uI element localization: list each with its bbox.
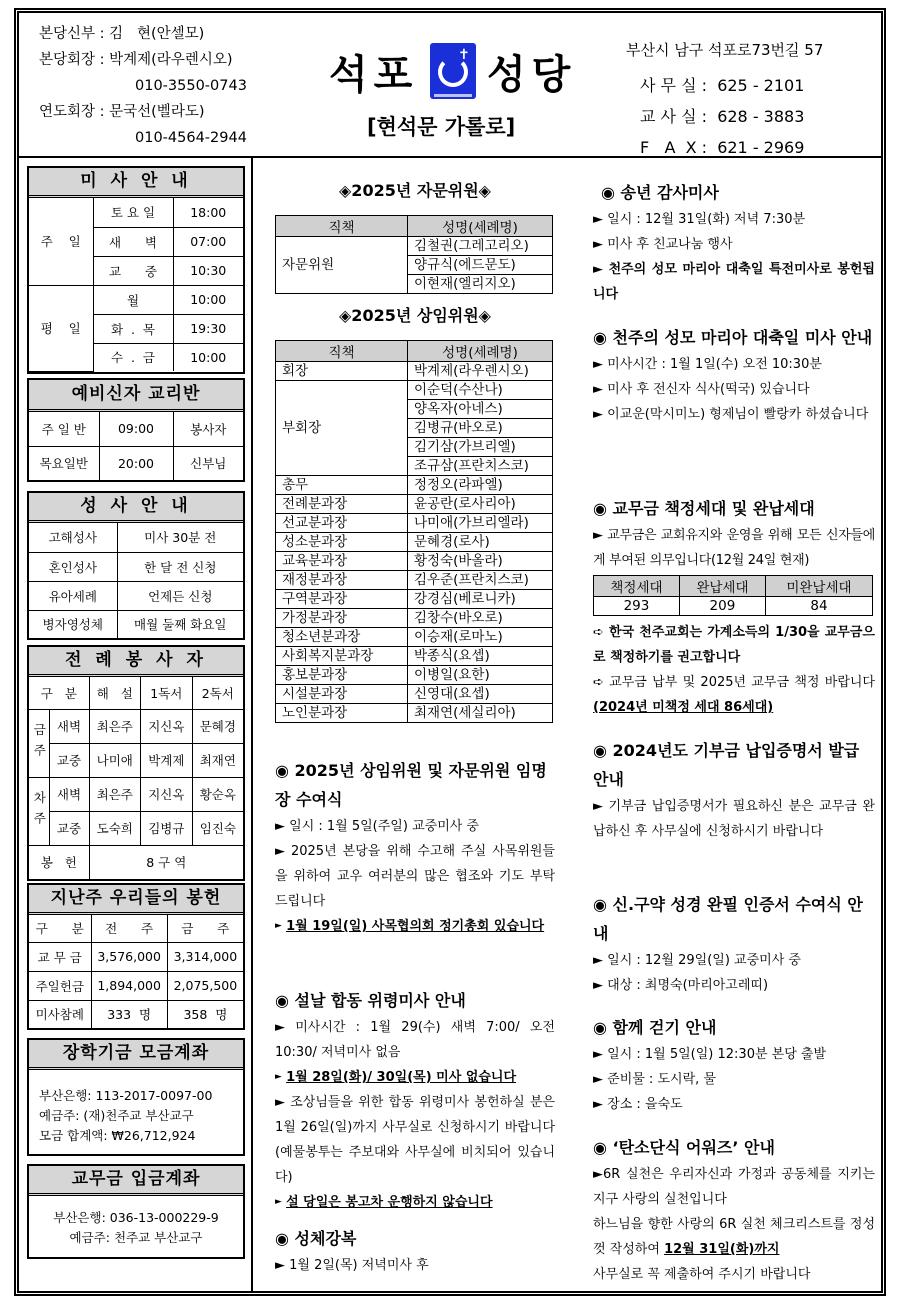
notice-title: ◉ 2024년도 기부금 납입증명서 발급 안내 bbox=[593, 741, 860, 789]
scholarship-title: 장학기금 모금계좌 bbox=[29, 1040, 243, 1070]
fax: F A X : 621 - 2969 bbox=[640, 138, 805, 157]
scholarship-account: 부산은행: 113-2017-0097-00 예금주: (재)천주교 부산교구 모금 합계액: ₩26,712,924 bbox=[39, 1088, 213, 1143]
liturgy-servers-box bbox=[27, 645, 245, 881]
parish-staff bbox=[39, 21, 247, 151]
dues-table: 책정세대 완납세대 미완납세대 293 209 84 bbox=[593, 575, 873, 616]
notice-walk-together: ◉ 함께 걷기 안내 ► 일시 : 1월 5일(일) 12:30분 본당 출발 ► 준비물 : 도시락, 물 ► 장소 : 을숙도 bbox=[593, 1013, 875, 1117]
catechumen-box bbox=[27, 378, 245, 482]
sacraments-box bbox=[27, 491, 245, 640]
priest: 본당신부 : 김 현(안셀모) bbox=[39, 26, 205, 42]
dues-account: 부산은행: 036-13-000229-9 예금주: 천주교 부산교구 bbox=[53, 1210, 219, 1245]
notice-title: ◉ 신.구약 성경 완필 인증서 수여식 안내 bbox=[593, 895, 863, 943]
sacraments-table: 고해성사 미사 30분 전 혼인성사 한 달 전 신청 유아세례 언제든 신청 병자영성체 매월 둘째 화요일 bbox=[29, 523, 243, 638]
mass-guide-title: 미 사 안 내 bbox=[29, 168, 243, 198]
advisors-table: 직책 성명(세례명) 자문위원 김철권(그레고리오) 양규식(에드문도) 이현재(엘리지오) bbox=[275, 215, 553, 294]
notice-memorial-mass: ◉ 설날 합동 위령미사 안내 ► 미사시간 : 1월 29(수) 새벽 7:00/ 오전 10:30/ 저녁미사 없음 ► 1월 28일(화)/ 30일(목) 미사 없습니다 ► 조상님들을 위한 합동 위령미사 봉헌하실 분은 1월 26일(일)까지 사무실로 신청하시기 바랍니다(예물봉투는 주보대와 사무실에 비치되어 있습니다) ► 설 당일은 봉고차 운행하지 않습니다 bbox=[275, 986, 555, 1215]
notice-year-end-mass: ◉ 송년 감사미사 ► 일시 : 12월 31일(화) 저녁 7:30분 ► 미사 후 친교나눔 행사 ► 천주의 성모 마리아 대축일 특전미사로 봉헌됩니다 bbox=[593, 178, 875, 307]
liturgy-table: 구 분 해 설 1독서 2독서 금주 새벽 최은주 지신옥 문혜경 교중 나미애 박계제 최재연 차주 새벽 최은주 지신옥 황순옥 교중 도숙희 김병규 임진숙 봉 헌 8 구 역 bbox=[29, 677, 243, 879]
dues-account-title: 교무금 입금계좌 bbox=[29, 1166, 243, 1196]
liturgy-title: 전 례 봉 사 자 bbox=[29, 647, 243, 677]
sacraments-title: 성 사 안 내 bbox=[29, 493, 243, 523]
mass-guide-box bbox=[27, 166, 245, 374]
parish-logo-icon: ✝ bbox=[430, 43, 476, 99]
notice-title: ◉ 송년 감사미사 bbox=[601, 183, 719, 202]
notice-title: ◉ 성체강복 bbox=[275, 1229, 357, 1248]
notice-title: ◉ ‘탄소단식 어워즈’ 안내 bbox=[593, 1138, 775, 1157]
church-name bbox=[329, 43, 577, 100]
scholarship-box bbox=[27, 1038, 245, 1156]
notice-dues: ◉ 교무금 책정세대 및 완납세대 ► 교무금은 교회유지와 운영을 위해 모든 신자들에게 부여된 의무입니다(12월 24일 현재) 책정세대 완납세대 미완납세대 293 209 84 ➪ 한국 천주교회는 가계소득의 1/30을 교무금으로 책정하기를 권고합니다 ➪ 교무금 납부 및 2025년 교무금 책정 바랍니다(2024년 미책정 세대 86세대) bbox=[593, 494, 875, 720]
offerings-title: 지난주 우리들의 봉헌 bbox=[29, 885, 243, 915]
offerings-box bbox=[27, 883, 245, 1030]
catechumen-title: 예비신자 교리반 bbox=[29, 380, 243, 412]
left-column bbox=[19, 158, 253, 1291]
column-divider bbox=[575, 158, 577, 1291]
patron-saint: [현석문 가롤로] bbox=[367, 115, 516, 139]
notice-donation-receipt: ◉ 2024년도 기부금 납입증명서 발급 안내 ► 기부금 납입증명서가 필요하신 분은 교무금 완납하신 후 사무실에 신청하시기 바랍니다 bbox=[593, 736, 875, 844]
notice-bible-certificate: ◉ 신.구약 성경 완필 인증서 수여식 안내 ► 일시 : 12월 29일(일) 교중미사 중 ► 대상 : 최명숙(마리아고레띠) bbox=[593, 890, 875, 998]
notice-title: ◉ 교무금 책정세대 및 완납세대 bbox=[593, 499, 815, 518]
offerings-table: 구 분 전 주 금 주 교 무 금 3,576,000 3,314,000 주일헌금 1,894,000 2,075,500 미사참례 333 명 358 명 bbox=[29, 915, 243, 1028]
parish-president: 본당회장 : 박계제(라우렌시오) bbox=[39, 52, 233, 68]
president-phone: 010-3550-0743 bbox=[135, 78, 247, 94]
notice-carbon-fast: ◉ ‘탄소단식 어워즈’ 안내 ►6R 실천은 우리자신과 가정과 공동체를 지키는 지구 사랑의 실천입니다 하느님을 향한 사랑의 6R 실천 체크리스트를 정성껏 작성하여 12월 31일(화)까지 사무실로 꼭 제출하여 주시기 바랍니다 bbox=[593, 1133, 875, 1287]
notice-title: ◉ 천주의 성모 마리아 대축일 미사 안내 bbox=[593, 328, 873, 347]
yeondo-president: 연도회장 : 문국선(벨라도) bbox=[39, 104, 205, 120]
address: 부산시 남구 석포로73번길 57 bbox=[626, 41, 824, 59]
office-phone: 사 무 실 : 625 - 2101 bbox=[640, 76, 805, 95]
standing-table: 직책 성명(세례명) 회장 박계제(라우렌시오) 부회장 이순덕(수산나) 양옥자(아네스) 김병규(바오로) 김기삼(가브리엘) 조규삼(프란치스코) 총무 정정오(라파엘) 전례분과장 윤공란(로사리아) 선교분과장 나미애(가브리엘라) 성소분과장 문혜경(로사) 교육분과장 황정숙(바올라) 재정분과장 김우준(프란치스코) 구역분과장 강경심(베로니카) 가정분과장 김창수(바오로) 청소년분과장 이승재(로마노) 사회복지분과장 박종식(요셉) 홍보분과장 이병일(요한) 시설분과장 신영대(요셉) 노인분과장 최재연(세실리아) bbox=[275, 340, 553, 723]
advisors-title: ◈2025년 자문위원◈ bbox=[339, 181, 491, 200]
notice-appointment: ◉ 2025년 상임위원 및 자문위원 임명장 수여식 ► 일시 : 1월 5일(주일) 교중미사 중 ► 2025년 본당을 위해 수고해 주실 사목위원들을 위하여 교우 여러분의 많은 협조와 기도 부탁 드립니다 ► 1월 19일(일) 사목협의회 정기총회 있습니다 bbox=[275, 756, 555, 939]
notice-benediction: ◉ 성체강복 ► 1월 2일(목) 저녁미사 후 bbox=[275, 1224, 555, 1278]
mass-guide-table: 주 일 토 요 일 18:00 새 벽 07:00 교 중 10:30 평 일 월 10:00 화 . 목 19:30 수 . 금 10:00 bbox=[29, 198, 243, 372]
title-left: 석포 bbox=[329, 52, 419, 98]
notice-title: ◉ 2025년 상임위원 및 자문위원 임명장 수여식 bbox=[275, 761, 547, 809]
standing-title: ◈2025년 상임위원◈ bbox=[339, 306, 491, 325]
dues-account-box bbox=[27, 1164, 245, 1259]
bulletin-frame bbox=[14, 8, 886, 1296]
notice-mary-feast: ◉ 천주의 성모 마리아 대축일 미사 안내 ► 미사시간 : 1월 1일(수) 오전 10:30분 ► 미사 후 전신자 식사(떡국) 있습니다 ► 이교운(막시미노) 형제님이 빨랑카 하셨습니다 bbox=[593, 323, 875, 427]
notice-title: ◉ 설날 합동 위령미사 안내 bbox=[275, 991, 466, 1010]
catechumen-table: 주 일 반 09:00 봉사자 목요일반 20:00 신부님 bbox=[29, 412, 243, 480]
notice-title: ◉ 함께 걷기 안내 bbox=[593, 1018, 717, 1037]
title-right: 성당 bbox=[487, 52, 577, 98]
bulletin-header bbox=[19, 13, 881, 158]
contact-info bbox=[626, 39, 823, 163]
yeondo-phone: 010-4564-2944 bbox=[135, 130, 247, 146]
teacher-phone: 교 사 실 : 628 - 3883 bbox=[640, 107, 805, 126]
